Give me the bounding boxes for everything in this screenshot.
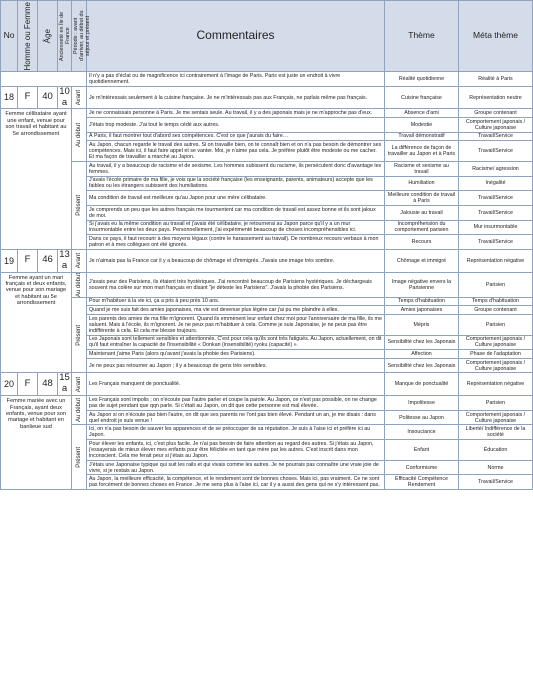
person-description: Femme célibataire ayant une enfant, venue pour son travail et habitant au 5e arrondissement — [1, 109, 72, 250]
theme-cell: Cuisine française — [385, 86, 459, 109]
theme-cell: Enfant — [385, 440, 459, 461]
meta-theme-cell: Comportement japonais / Culture japonaise — [459, 410, 533, 425]
header-sexe: Homme ou Femme — [18, 1, 38, 72]
theme-cell: Incompréhension du comportement parisien — [385, 220, 459, 235]
header-no: No — [1, 1, 18, 72]
period-label: Au début — [75, 123, 82, 148]
comment-cell: Je comprends un peu que les autres français me tourmentent car ma condition de travail est assez bonne et ils sont jaloux de moi. — [87, 205, 385, 220]
person-number: 19 — [1, 249, 18, 272]
person-age: 48 — [38, 373, 58, 396]
period-cell — [72, 249, 87, 272]
person-age: 40 — [38, 86, 58, 109]
meta-theme-cell: Norme — [459, 460, 533, 475]
period-label: Avant — [75, 89, 82, 106]
theme-cell: Conformisme — [385, 460, 459, 475]
table-row — [1, 86, 533, 109]
theme-cell: Jalousie au travail — [385, 205, 459, 220]
theme-cell: Absence d'ami — [385, 109, 459, 118]
comment-cell: Il n'y a pas d'éclat ou de magnificence ici contrairement à l'image de Paris. Paris est juste un endroit à vivre quotidiennement. — [87, 72, 385, 87]
table-header — [1, 1, 533, 72]
comment-cell: Au Japon si on n'écoute pas bien l'autre, on dit que ses parents ne l'ont pas bien élevé. Pendant un an, je me disais : dans quel endroit je suis venue ! — [87, 410, 385, 425]
meta-theme-cell: Comportement japonais / Culture japonaise — [459, 358, 533, 373]
meta-theme-cell: Réalité à Paris — [459, 72, 533, 87]
person-sex: F — [18, 373, 38, 396]
theme-cell: La différence de façon de travailler au Japon et à Paris — [385, 141, 459, 162]
comment-cell: Les Français sont impolis ; on n'écoute pas l'autre parler et coupe la parole. Au Japon, ce n'est pas possible, on ne change pas de sujet pendant que qqn parle. Si c'était au Japon, on dit que cette personne est mal élevée. — [87, 396, 385, 411]
meta-theme-cell: Travail/Service — [459, 132, 533, 141]
empty-cell — [1, 72, 87, 87]
person-description: Femme mariée avec un Français, ayant deux enfants, venue pour son mariage et habitant en banlieue sud — [1, 396, 72, 490]
meta-theme-cell: Travail/Service — [459, 141, 533, 162]
period-label: Présent — [75, 324, 82, 346]
comment-cell: Ici, on n'a pas besoin de sauver les apparences et de se préoccuper de sa réputation. Je suis à l'aise ici et préfère ici au Japon. — [87, 425, 385, 440]
person-seniority: 15 a — [59, 372, 70, 395]
comment-cell: J'étais trop modeste. J'ai tout le temps cédé aux autres. — [87, 118, 385, 133]
theme-cell: Politesse au Japon — [385, 410, 459, 425]
meta-theme-cell: Temps d'habituation — [459, 297, 533, 306]
meta-theme-cell: Racisme/ agression — [459, 161, 533, 176]
meta-theme-cell: Représentation négative — [459, 249, 533, 272]
period-cell — [72, 396, 87, 425]
comment-cell: À Paris, il faut montrer tout d'abord ses compétences. C'est ce que j'aurais du faire… — [87, 132, 385, 141]
table-row — [1, 272, 533, 297]
meta-theme-cell: Représentation neutre — [459, 86, 533, 109]
comment-cell: Je m'intéressais seulement à la cuisine française. Je ne m'intéressais pas aux Français, ne parlais même pas français. — [87, 86, 385, 109]
theme-cell: Amies japonaises — [385, 306, 459, 315]
period-label: Présent — [75, 446, 82, 468]
table-row — [1, 109, 533, 118]
comment-cell: Quand je me suis fait des amies japonaises, ma vie est devenue plus légère car j'ai pu me plaindre à elles. — [87, 306, 385, 315]
meta-theme-cell: Phase de l'adaptation — [459, 350, 533, 359]
meta-theme-cell: Travail/Service — [459, 191, 533, 206]
meta-theme-cell: Mur insurmontable — [459, 220, 533, 235]
comment-cell: Les Japonais sont tellement sensibles et attentionnés. C'est pour cela qu'ils sont très fatigués. Au Japon, actuellement, on dit qu'il faut entraîner la capacité de l'insensibilité « Donkan (insensibilité) ryoku (capacité) ». — [87, 335, 385, 350]
theme-cell: Recours — [385, 235, 459, 250]
comment-cell: Les parents des amies de ma fille m'ignorent. Quand ils emmènent leur enfant chez moi pour l'anniversaire de ma fille, ils me saluent. Mais à l'école, ils m'ignorent. Je ne peux pas m'habituer à cela. Comme je suis Japonaise, je ne peux pas être indifférente à cela. Et cela me blesse toujours. — [87, 314, 385, 335]
header-theme: Thème — [385, 1, 459, 72]
comment-cell: J'étais une Japonaise typique qui suit les rails et qui vivais comme les autres. Je ne pourrais pas connaître une vraie joie de vivre, si je restais au Japon. — [87, 460, 385, 475]
table-row — [1, 161, 533, 176]
period-label: Avant — [75, 253, 82, 269]
table-row — [1, 249, 533, 272]
meta-theme-cell: Travail/Service — [459, 205, 533, 220]
person-number: 18 — [1, 86, 18, 109]
period-cell — [72, 425, 87, 490]
theme-cell: Réalité quotidienne — [385, 72, 459, 87]
meta-theme-cell: Comportement japonais / Culture japonaise — [459, 335, 533, 350]
theme-cell: Modestie — [385, 118, 459, 133]
theme-cell: Insouciance — [385, 425, 459, 440]
person-number: 20 — [1, 373, 18, 396]
theme-cell: Affection — [385, 350, 459, 359]
meta-theme-cell: Travail/Service — [459, 235, 533, 250]
person-sex: F — [18, 86, 38, 109]
period-cell — [72, 161, 87, 249]
period-cell — [72, 86, 87, 109]
period-cell — [72, 272, 87, 297]
meta-theme-cell: Éducation — [459, 440, 533, 461]
table-row — [1, 425, 533, 440]
theme-cell: Meilleure condition de travail à Paris — [385, 191, 459, 206]
meta-theme-cell: Parisien — [459, 272, 533, 297]
period-cell — [72, 373, 87, 396]
table-row — [1, 373, 533, 396]
person-seniority: 10 a — [59, 85, 70, 108]
comment-cell: Au Japon, chacun regarde le travail des autres. Si on travaille bien, on te connaît bien et on n'a pas besoin de démontrer ses compétences. Mais ici, il faut faire appel et se vanter. Moi, je n'aime pas cela. Je préfère plutôt être modeste ou me cacher. Et ma façon de travailler a marché au Japon. — [87, 141, 385, 162]
meta-theme-cell: Parisien — [459, 396, 533, 411]
meta-theme-cell: Parisien — [459, 314, 533, 335]
theme-cell: Humiliation — [385, 176, 459, 191]
person-age: 46 — [38, 249, 58, 272]
theme-cell: Chômage et immigré — [385, 249, 459, 272]
meta-theme-cell: Liberté/ Indifférence de la société — [459, 425, 533, 440]
header-periode: Période : avant d'arriver, au début du séjour et présent — [72, 1, 87, 72]
meta-theme-cell: Travail/Service — [459, 475, 533, 490]
theme-cell: Efficacité Compétence Rendement — [385, 475, 459, 490]
period-cell — [72, 109, 87, 162]
comment-cell: J'avais l'école primaire de ma fille, je vois que la société française (les enseignants, parents, animateurs) accepte que les faibles ou les étrangers subissent des humiliations. — [87, 176, 385, 191]
comment-cell: Au Japon, la meilleure efficacité, la compétence, et le rendement sont de bonnes choses. Mais ici, pas vraiment. Ce ne sont pas forcément de bonnes choses en France. Je me sens plus à l'aise ici, car il y a aussi des gens qui ne s'y intéressent pas. — [87, 475, 385, 490]
comment-cell: Je n'aimais pas la France car il y a beaucoup de chômage et d'immigrés. J'avais une image très sombre. — [87, 249, 385, 272]
comment-cell: Dans ce pays, il faut recourir à des moyens légaux (contre le harassement au travail). De nombreux recours verbaux à mon patron et à mes collègues ont été ignorés. — [87, 235, 385, 250]
comment-cell: Pour élever les enfants, ici, c'est plus facile. Je n'ai pas besoin de faire attention au regard des autres. Si j'étais au Japon, j'essayerais de mieux élever mes enfants pour être félicitée en tant que mère par les autres. C'est inscrit dans mon inconscient. Cela me ferait peur si j'étais au Japon. — [87, 440, 385, 461]
theme-cell: Sensibilité chez les Japonais — [385, 358, 459, 373]
meta-theme-cell: Comportement japonais / Culture japonaise — [459, 118, 533, 133]
theme-cell: Sensibilité chez les Japonais — [385, 335, 459, 350]
comment-cell: Maintenant j'aime Paris (alors qu'avant j'avais la phobie des Parisiens). — [87, 350, 385, 359]
meta-theme-cell: Groupe contenant — [459, 109, 533, 118]
theme-cell: Impolitesse — [385, 396, 459, 411]
comment-cell: Je ne connaissais personne à Paris. Je me sentais seule. Au travail, il y a des japonais mais je ne m'approche pas d'eux. — [87, 109, 385, 118]
header-meta-theme: Méta thème — [459, 1, 533, 72]
period-label: Présent — [75, 195, 82, 216]
theme-cell: Racisme et sexisme au travail — [385, 161, 459, 176]
person-sex: F — [18, 249, 38, 272]
comment-cell: Je ne peux pas retourner au Japon ; il y a beaucoup de gens très sensibles. — [87, 358, 385, 373]
header-age: Âge — [38, 1, 58, 72]
meta-theme-cell: Groupe contenant — [459, 306, 533, 315]
comment-cell: Si j'avais eu la même condition au travail et j'avais été célibataire, je retournerai au Japon parce qu'il y a un mur insurmontable entre les deux pays. Personnellement, j'ai expérimenté beaucoup de choses incompréhensibles ici. — [87, 220, 385, 235]
header-commentaires: Commentaires — [87, 1, 385, 72]
period-label: Au début — [75, 272, 82, 297]
person-seniority: 13 a — [59, 248, 70, 271]
meta-theme-cell: Représentation négative — [459, 373, 533, 396]
comment-cell: Au travail, il y a beaucoup de racisme et de sexisme. Les hommes subissent du racisme, ils persécutent donc d'avantage les femmes. — [87, 161, 385, 176]
period-label: Au début — [75, 398, 82, 423]
comment-cell: Ma condition de travail est meilleure qu'au Japon pour une mère célibataire. — [87, 191, 385, 206]
period-label: Avant — [75, 376, 82, 392]
table-body — [1, 72, 533, 490]
table-row — [1, 72, 533, 87]
comment-cell: Les Français manquent de ponctualité. — [87, 373, 385, 396]
theme-cell: Manque de ponctualité — [385, 373, 459, 396]
comment-cell: J'avais peur des Parisiens, ils étaient très hystériques. J'ai rencontré beaucoup de Parisiens hystériques. Je déchargeais souvent ma colère sur mon mari français en disant "je déteste les Parisiens". J'avais la phobie des Parisiens. — [87, 272, 385, 297]
theme-cell: Temps d'habituation — [385, 297, 459, 306]
theme-cell: Travail démonstratif — [385, 132, 459, 141]
table-row — [1, 297, 533, 306]
header-anciennete: Ancienneté en Île de France — [58, 1, 72, 72]
table-row — [1, 396, 533, 411]
person-description: Femme ayant un mari français et deux enfants, venue pour son mariage et habitant au 5e arrondissement — [1, 272, 72, 373]
comment-cell: Pour m'habituer à la vie ici, ça a pris à peu près 10 ans. — [87, 297, 385, 306]
meta-theme-cell: Inégalité — [459, 176, 533, 191]
period-cell — [72, 297, 87, 373]
theme-cell: Mépris — [385, 314, 459, 335]
theme-cell: Image négative envers la Parisienne — [385, 272, 459, 297]
